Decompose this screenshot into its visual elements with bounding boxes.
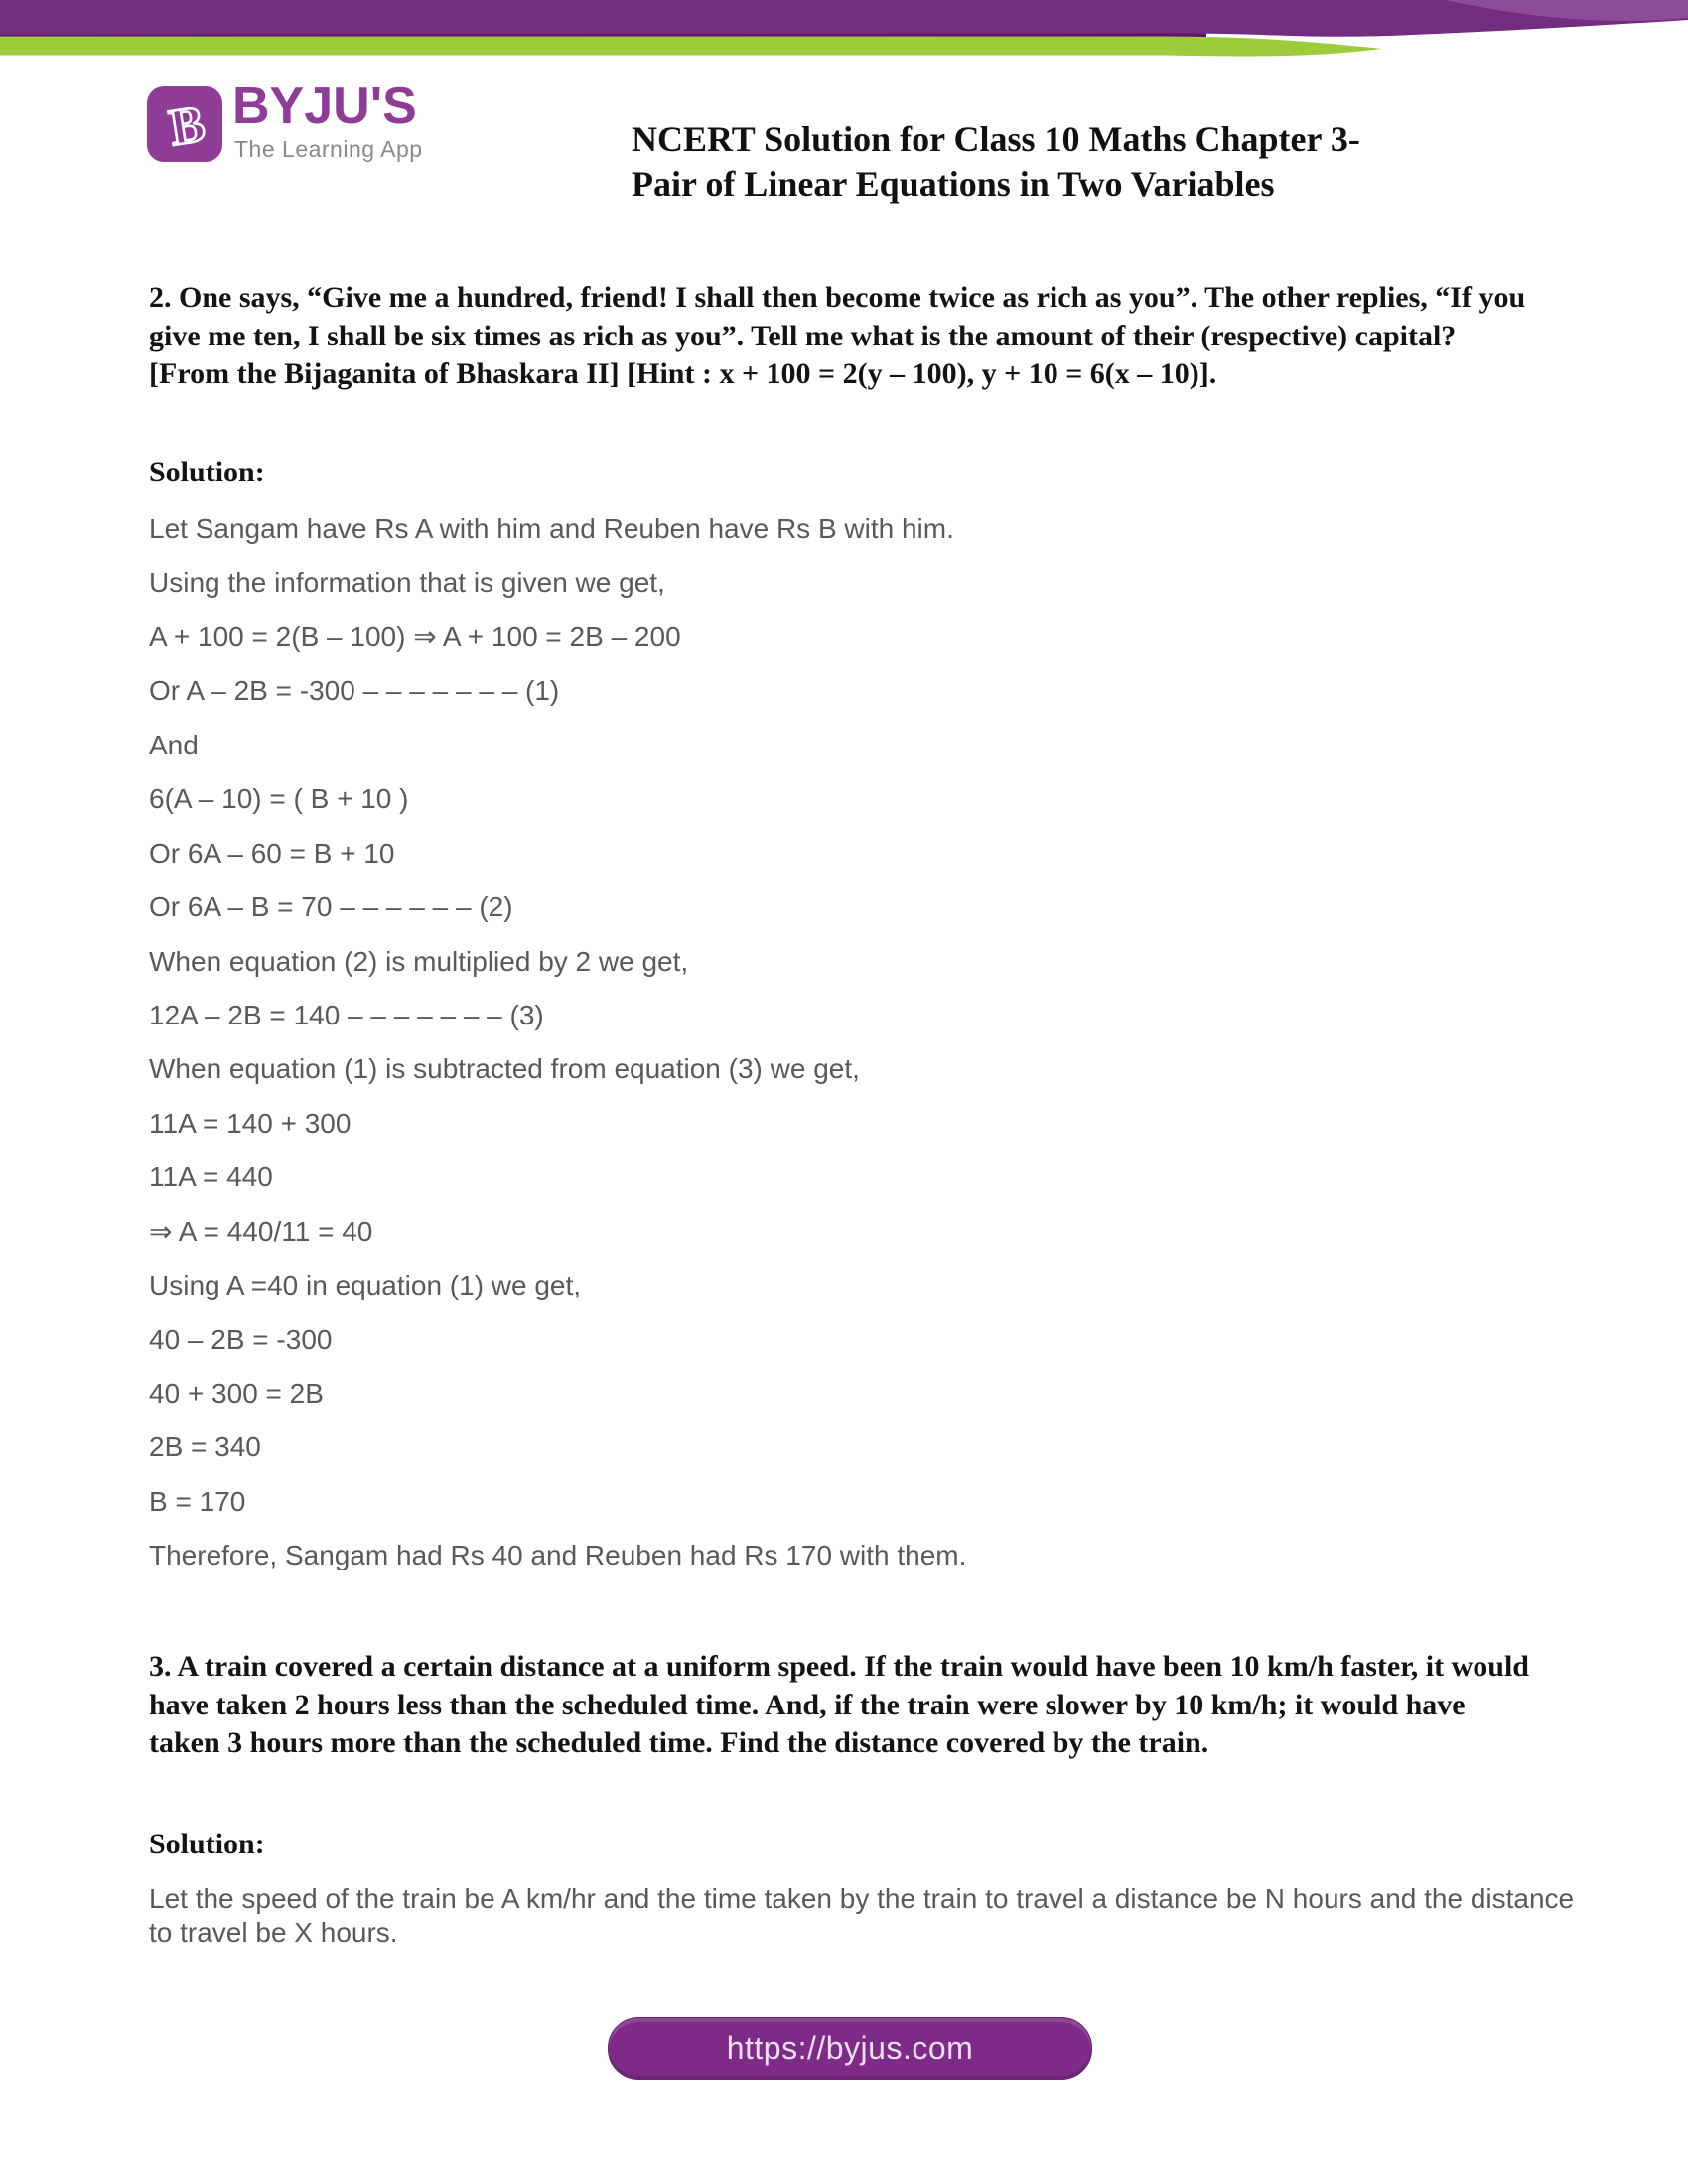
solution-heading-2: Solution: — [149, 1828, 265, 1860]
solution-step: 11A = 140 + 300 — [149, 1107, 352, 1139]
solution-step: Or 6A – 60 = B + 10 — [149, 837, 395, 869]
solution-step: 6(A – 10) = ( B + 10 ) — [149, 783, 409, 815]
solution-step: Therefore, Sangam had Rs 40 and Reuben had Rs 170 with them. — [149, 1540, 967, 1571]
solution-step: 12A – 2B = 140 – – – – – – – (3) — [149, 999, 544, 1030]
byjus-tagline-text: The Learning App — [234, 136, 423, 162]
byjus-brand-text: BYJU'S — [232, 77, 417, 135]
solution-step: When equation (1) is subtracted from equation (3) we get, — [149, 1053, 860, 1085]
page-title-line1: NCERT Solution for Class 10 Maths Chapter 3- — [632, 119, 1360, 159]
byjus-url-button[interactable] — [608, 2017, 1092, 2080]
byjus-badge-letter: B — [165, 95, 209, 158]
solution-step: Or 6A – B = 70 – – – – – – (2) — [149, 891, 513, 923]
header-green-band — [0, 37, 1382, 57]
solution-2-steps — [149, 502, 1589, 1583]
question-3-text: 3. A train covered a certain distance at a uniform speed. If the train would have been 10 km/h faster, it would have taken 2 hours less than the scheduled time. And, if the train were slower by 10 km/h; it would have taken 3 hours more than the scheduled time. Find the distance covered by the train. — [149, 1650, 1529, 1759]
solution-3-intro: Let the speed of the train be A km/hr and the time taken by the train to travel a distance be N hours and the distance to travel be X hours. — [149, 1883, 1575, 1948]
solution-step: 40 + 300 = 2B — [149, 1378, 324, 1409]
solution-step: B = 170 — [149, 1485, 246, 1517]
page-title-line2: Pair of Linear Equations in Two Variables — [632, 164, 1275, 204]
solution-step: When equation (2) is multiplied by 2 we get, — [149, 945, 689, 977]
byjus-logo — [147, 77, 564, 174]
solution-step: Let Sangam have Rs A with him and Reuben have Rs B with him. — [149, 513, 954, 544]
byjus-url-text: https://byjus.com — [726, 2030, 974, 2066]
question-2-text: 2. One says, “Give me a hundred, friend! I shall then become twice as rich as you”. The other replies, “If you give me ten, I shall be six times as rich as you”. Tell me what is the amount of their (respective) capital? [From the Bijaganita of Bhaskara II] [Hint : x + 100 = 2(y – 100), y + 10 = 6(x – 10)]. — [149, 281, 1526, 390]
solution-step: Using the information that is given we get, — [149, 567, 665, 599]
header-purple-band — [0, 0, 1688, 37]
solution-step: ⇒ A = 440/11 = 40 — [149, 1215, 373, 1247]
byjus-badge-icon — [147, 86, 222, 162]
solution-step: And — [149, 729, 199, 760]
solution-step: 2B = 340 — [149, 1432, 261, 1463]
solution-step: Using A =40 in equation (1) we get, — [149, 1270, 582, 1301]
solution-step: 40 – 2B = -300 — [149, 1323, 333, 1355]
solution-step: Or A – 2B = -300 – – – – – – – (1) — [149, 675, 560, 707]
page-title — [632, 117, 1386, 206]
solution-step: A + 100 = 2(B – 100) ⇒ A + 100 = 2B – 200 — [149, 620, 681, 652]
solution-heading-1: Solution: — [149, 456, 265, 488]
solution-step: 11A = 440 — [149, 1161, 273, 1193]
